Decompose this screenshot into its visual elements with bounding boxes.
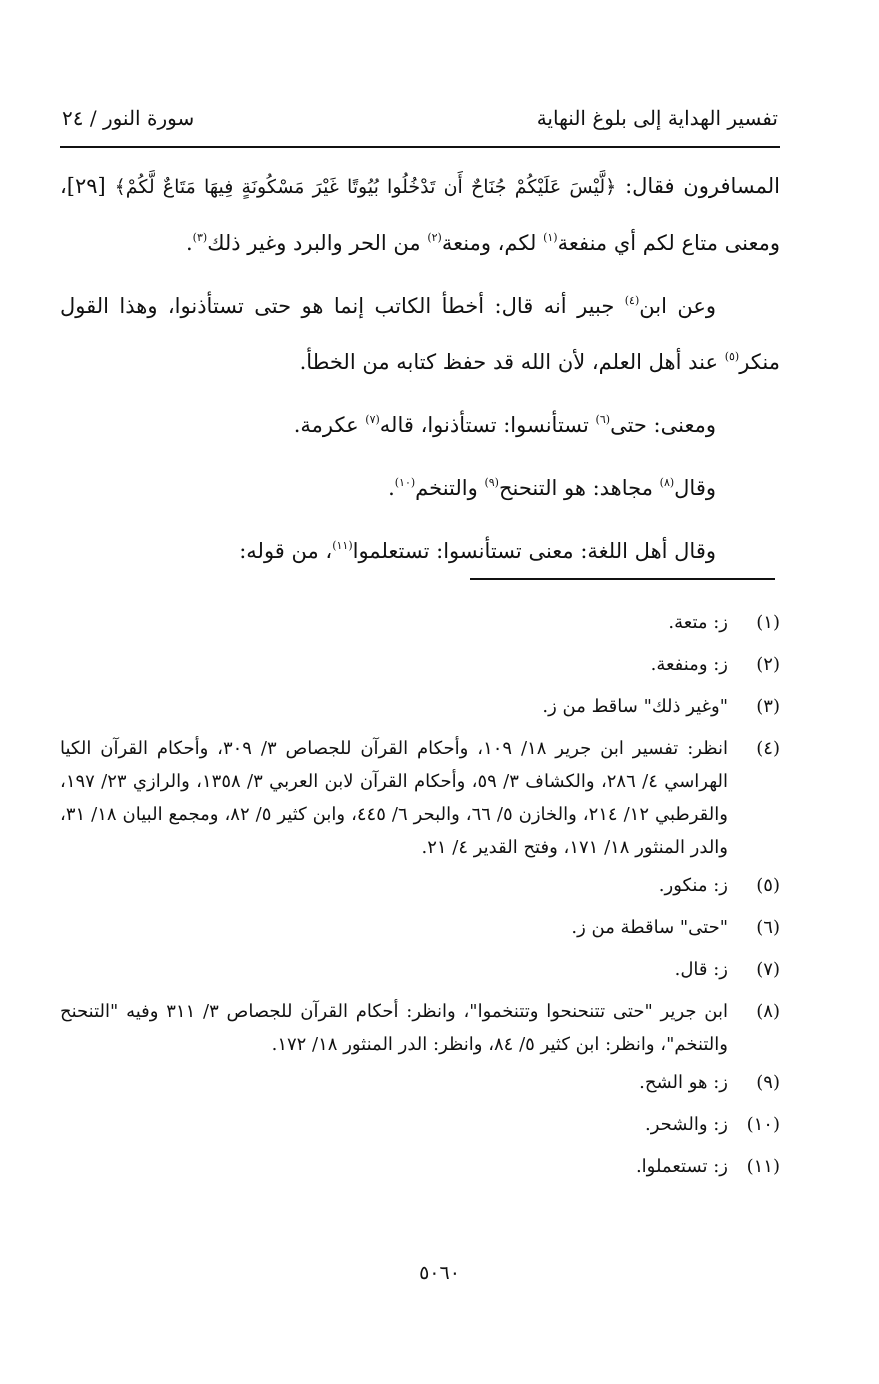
footnote-ref-6[interactable]: (٦)	[595, 413, 611, 426]
text-segment: ومعنى: حتى	[610, 413, 716, 437]
footnote-ref-10[interactable]: (١٠)	[394, 476, 416, 489]
footnote-text: ز: متعة.	[668, 612, 728, 633]
footnote-number: (١١)	[746, 1156, 780, 1177]
footnote-item	[60, 1063, 780, 1103]
footnote-number: (١٠)	[746, 1114, 780, 1135]
footnote-number: (١)	[756, 612, 780, 633]
text-segment: من الحر والبرد وغير ذلك	[207, 231, 428, 255]
surah-reference: سورة النور / ٢٤	[62, 106, 195, 130]
footnote-item	[60, 908, 780, 948]
text-segment: جبير أنه قال: أخطأ الكاتب إنما هو حتى تستأذنوا، وهذا القول منكر	[60, 294, 780, 374]
text-segment: وقال أهل اللغة: معنى تستأنسوا: تستعلموا	[352, 539, 716, 563]
footnote-text: ز: تستعملوا.	[635, 1156, 728, 1177]
footnote-number: (٨)	[756, 1001, 780, 1022]
footnote-number: (٩)	[756, 1072, 780, 1093]
footnote-ref-5[interactable]: (٥)	[724, 350, 740, 363]
paragraph-3	[60, 397, 780, 453]
header-divider	[60, 146, 780, 148]
footnote-ref-4[interactable]: (٤)	[624, 294, 640, 307]
footnote-item	[60, 603, 780, 643]
footnote-ref-11[interactable]: (١١)	[332, 539, 353, 552]
quran-verse: ﴿لَّيْسَ عَلَيْكُمْ جُنَاحٌ أَن تَدْخُلُوا بُيُوتًا غَيْرَ مَسْكُونَةٍ فِيهَا مَتَاعٌ لَّكُمْ﴾	[114, 176, 617, 198]
footnote-number: (٤)	[756, 738, 780, 759]
footnote-item	[60, 687, 780, 727]
page-number: ٥٠٦٠	[419, 1262, 460, 1284]
footnote-number: (٦)	[756, 917, 780, 938]
paragraph-2	[60, 278, 780, 390]
text-segment: لكم، ومنعة	[441, 231, 544, 255]
footnote-text: "وغير ذلك" ساقط من ز.	[542, 696, 728, 717]
text-segment: عكرمة.	[293, 413, 366, 437]
paragraph-5	[60, 523, 780, 579]
footnote-item	[60, 729, 780, 864]
footnote-text: ز: منكور.	[658, 875, 728, 896]
footnote-item	[60, 992, 780, 1061]
footnote-item	[60, 1105, 780, 1145]
text-segment: عند أهل العلم، لأن الله قد حفظ كتابه من الخطأ.	[299, 350, 725, 374]
footnote-ref-3[interactable]: (٣)	[192, 231, 208, 244]
footnote-text: ز: ومنفعة.	[650, 654, 728, 675]
footnote-ref-9[interactable]: (٩)	[484, 476, 499, 489]
footnote-text: ز: هو الشح.	[639, 1072, 728, 1093]
text-segment: وعن ابن	[639, 294, 716, 318]
footnote-item	[60, 866, 780, 906]
main-text	[60, 158, 780, 579]
paragraph-4	[60, 460, 780, 516]
footnote-ref-1[interactable]: (١)	[543, 231, 558, 244]
footnote-text: "حتى" ساقطة من ز.	[571, 917, 728, 938]
text-segment: ، من قوله:	[239, 539, 333, 563]
text-segment: وقال	[674, 476, 716, 500]
footnote-text: ز: والشحر.	[645, 1114, 728, 1135]
book-title: تفسير الهداية إلى بلوغ النهاية	[536, 106, 778, 130]
footnote-item	[60, 950, 780, 990]
text-segment: مجاهد: هو التنحنح	[498, 476, 660, 500]
running-header	[62, 100, 778, 136]
footnote-number: (٧)	[756, 959, 780, 980]
text-segment: والتنخم	[415, 476, 485, 500]
text-segment: .	[185, 231, 193, 255]
text-segment: .	[388, 476, 395, 500]
text-segment: تستأنسوا: تستأذنوا، قاله	[379, 413, 596, 437]
footnote-number: (٣)	[756, 696, 780, 717]
footnote-item	[60, 645, 780, 685]
footnotes	[60, 603, 780, 1189]
footnote-text: ز: قال.	[674, 959, 728, 980]
footnote-ref-7[interactable]: (٧)	[365, 413, 380, 426]
footnote-number: (٥)	[756, 875, 780, 896]
footnote-ref-8[interactable]: (٨)	[659, 476, 675, 489]
text-segment: المسافرون فقال:	[616, 174, 780, 198]
footnote-ref-2[interactable]: (٢)	[427, 231, 442, 244]
text-segment: [٢٩]، ومعنى متاع لكم أي منفعة	[60, 174, 780, 255]
paragraph-1	[60, 158, 780, 271]
footnote-separator	[470, 578, 775, 580]
footnote-text: انظر: تفسير ابن جرير ١٨/ ١٠٩، وأحكام القرآن للجصاص ٣/ ٣٠٩، وأحكام القرآن الكيا الهراسي ٤/ ٢٨٦، والكشاف ٣/ ٥٩، وأحكام القرآن لابن العربي ٣/ ١٣٥٨، والرازي ٢٣/ ١٩٧، والقرطبي ١٢/ ٢١٤، والخازن ٥/ ٦٦، والبحر ٦/ ٤٤٥، وابن كثير ٥/ ٨٢، ومجمع البيان ١٨/ ٣١، والدر المنثور ١٨/ ١٧١، وفتح القدير ٤/ ٢١.	[60, 738, 729, 858]
footnote-text: ابن جرير "حتى تتنحنحوا وتتنخموا"، وانظر: أحكام القرآن للجصاص ٣/ ٣١١ وفيه "التنحنح والتنخم"، وانظر: ابن كثير ٥/ ٨٤، وانظر: الدر المنثور ١٨/ ١٧٢.	[60, 1001, 728, 1055]
footnote-item	[60, 1147, 780, 1187]
footnote-number: (٢)	[756, 654, 780, 675]
